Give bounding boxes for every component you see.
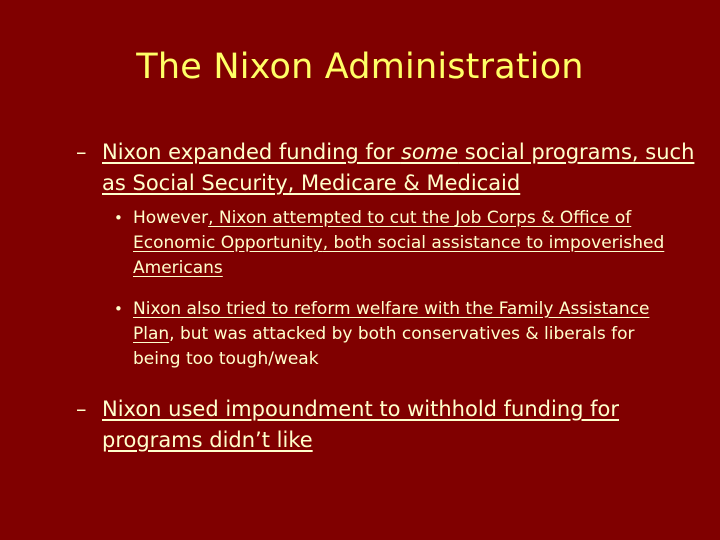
bullet-marker: • [114, 300, 123, 318]
bullet-marker: • [114, 209, 123, 227]
subbullet-text-part: , but was attacked by both conservatives & liberals for being too tough/weak [133, 324, 635, 369]
subbullet-family-assistance [114, 297, 674, 372]
subbullet-text-underlined: , both social assistance to impoverished Americans [133, 233, 665, 278]
bullet-impoundment [76, 394, 696, 456]
bullet-text-part: social programs, such as Social Security, Medicare & Medicaid [102, 140, 695, 195]
subbullet-text [133, 206, 674, 281]
subbullet-text-part: However [133, 208, 209, 228]
bullet-expanded-funding [76, 137, 696, 199]
bullet-text-italic: some [400, 140, 459, 164]
dash-marker: – [76, 397, 87, 421]
subbullet-text [133, 297, 674, 372]
subbullet-job-corps [114, 206, 674, 281]
bullet-text [102, 137, 696, 199]
bullet-text: Nixon used impoundment to withhold funding for programs didn’t like [102, 397, 620, 452]
dash-marker: – [76, 140, 87, 164]
bullet-text-part: Nixon expanded funding for [102, 140, 401, 164]
subbullet-text-underlined: , Nixon attempted to cut the Job Corps & Office of Economic Opportunity [133, 208, 632, 253]
slide-title: The Nixon Administration [136, 47, 584, 87]
subbullet-text-underlined: Nixon also tried to reform welfare with the Family Assistance Plan [133, 299, 650, 344]
